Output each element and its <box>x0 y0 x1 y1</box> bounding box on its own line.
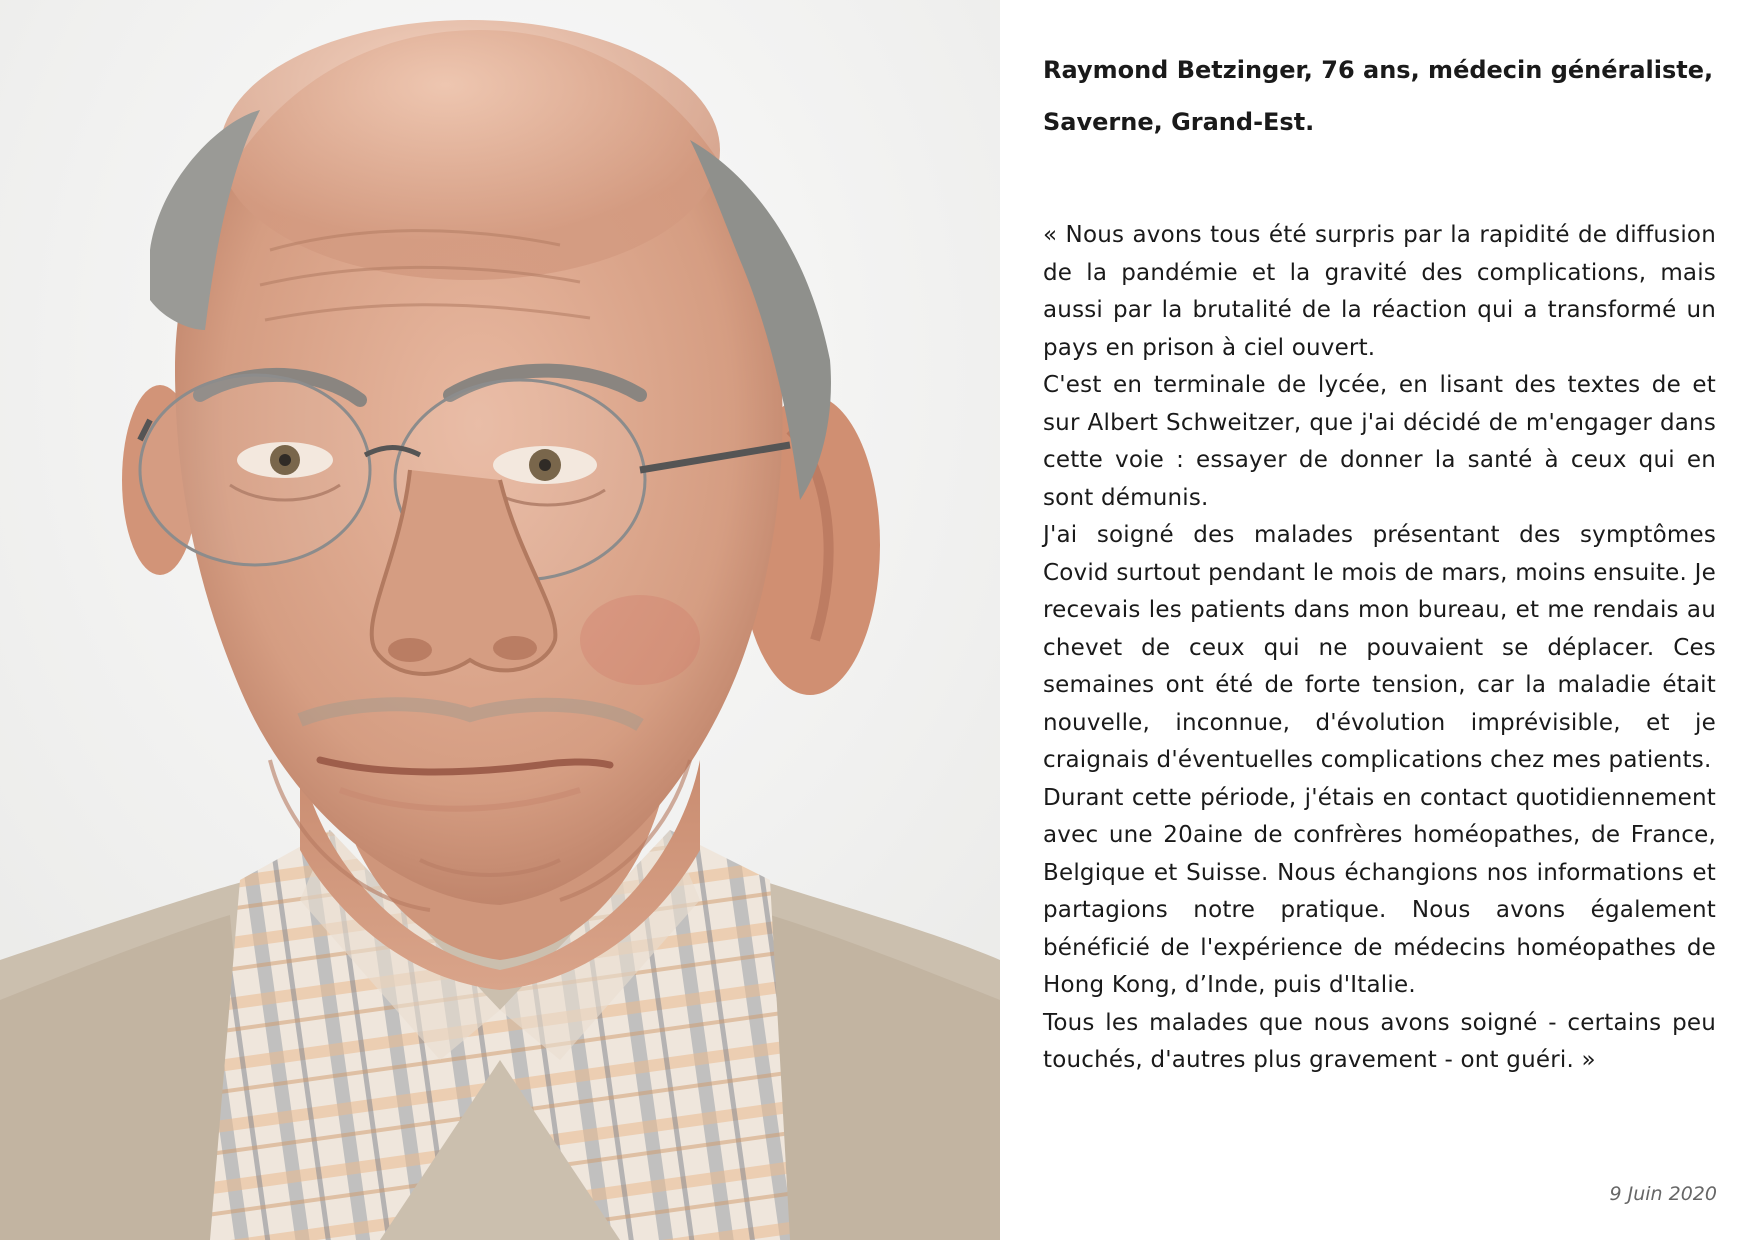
quote-paragraph: C'est en terminale de lycée, en lisant des textes de et sur Albert Schweitzer, que j'ai décidé de m'engager dans cette voie : essayer de donner la santé à ceux qui en sont démunis. <box>1043 372 1716 511</box>
date-label: 9 Juin 2020 <box>1609 1183 1717 1205</box>
quote-paragraph: « Nous avons tous été surpris par la rapidité de diffusion de la pandémie et la gravité des complications, mais aussi par la brutalité de la réaction qui a transformé un pays en prison à ciel ouvert. <box>1043 222 1716 361</box>
quote-body <box>1043 217 1716 1080</box>
text-column <box>1043 44 1716 1080</box>
quote-paragraph: J'ai soigné des malades présentant des symptômes Covid surtout pendant le mois de mars, moins ensuite. Je recevais les patients dans mon bureau, et me rendais au chevet de ceux qui ne pouvaient se déplacer. Ces semaines ont été de forte tension, car la maladie était nouvelle, inconnue, d'évolution imprévisible, et je craignais d'éventuelles complications chez mes patients. <box>1043 522 1716 773</box>
quote-paragraph: Durant cette période, j'étais en contact quotidiennement avec une 20aine de confrères homéopathes, de France, Belgique et Suisse. Nous échangions nos informations et partagions notre pratique. Nous avons également bénéficié de l'expérience de médecins homéopathes de Hong Kong, d’Inde, puis d'Italie. <box>1043 784 1716 998</box>
caption-name-line: Raymond Betzinger, 76 ans, médecin généraliste, <box>1043 56 1714 84</box>
quote-paragraph: Tous les malades que nous avons soigné - certains peu touchés, d'autres plus gravement - ont guéri. » <box>1043 1009 1716 1073</box>
caption-location-line: Saverne, Grand-Est. <box>1043 108 1315 136</box>
